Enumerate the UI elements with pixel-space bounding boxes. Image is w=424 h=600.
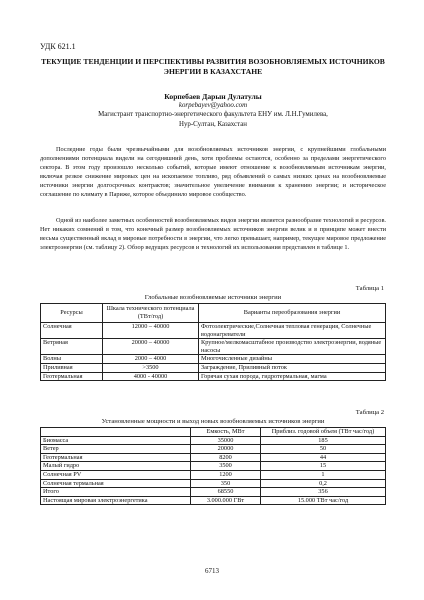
table-cell: Биомасса [41,436,191,445]
table-cell: >3500 [103,363,199,372]
table-cell: 12000 – 40000 [103,323,199,339]
table-header-cell: Шкала технического потенциала (ТВт/год) [103,304,199,323]
table-row [41,323,386,339]
table-header-cell: Емкость, МВт [191,428,261,437]
table-cell: Солнечная термальная [41,479,191,488]
table-cell: 1200 [191,470,261,479]
affiliation-line-1: Магистрант транспортно-энергетического факультета ЕНУ им. Л.Н.Гумилева, [98,111,328,118]
table-cell: Геотермальная [41,372,103,381]
table-cell: 8200 [191,453,261,462]
table-cell: 20000 – 40000 [103,339,199,355]
table-cell: 50 [261,445,386,454]
table-cell: 3500 [191,462,261,471]
table-2 [40,427,386,505]
table-header-row [41,428,386,437]
table-cell: Многочисленные дизайны [199,355,386,364]
affiliation-line-2: Нур-Султан, Казахстан [179,121,247,128]
table-2-label: Таблица 2 [355,409,384,416]
table-header-cell [41,428,191,437]
paper-title: ТЕКУЩИЕ ТЕНДЕНЦИИ И ПЕРСПЕКТИВЫ РАЗВИТИЯ ВОЗОБНОВЛЯЕМЫХ ИСТОЧНИКОВ ЭНЕРГИИ В КАЗАХСТАНЕ [41,57,385,76]
table-1-caption: Глобальные возобновляемые источники энергии [144,294,282,301]
table-cell: 356 [261,488,386,497]
table-header-cell: Ресурсы [41,304,103,323]
table-row [41,339,386,355]
table-cell: 44 [261,453,386,462]
table-cell: Фотоэлектрические,Солнечная тепловая генерация, Солнечные водонагреватели [199,323,386,339]
table-cell: 1 [261,470,386,479]
table-cell: Приливная [41,363,103,372]
table-cell: 4000 - 40000 [103,372,199,381]
table-row [41,445,386,454]
table-1-label: Таблица 1 [355,285,384,292]
table-cell: 3.000.000 ГВт [191,496,261,505]
table-cell: 15 [261,462,386,471]
table-cell: Итого [41,488,191,497]
table-cell: Ветер [41,445,191,454]
table-row [41,355,386,364]
table-row [41,479,386,488]
table-row [41,488,386,497]
table-cell: Заграждение, Приливный поток [199,363,386,372]
table-cell: Волны [41,355,103,364]
table-header-cell: Приблиз. годовой объем (ТВт час/год) [261,428,386,437]
table-cell: Малый гидро [41,462,191,471]
table-cell: Ветряная [41,339,103,355]
table-row [41,462,386,471]
table-cell: 2000 – 4000 [103,355,199,364]
author-email: korpebayev@yahoo.com [178,102,248,109]
table-2-caption: Установленные мощности и выход новых возобновляемых источников энергии [101,418,325,425]
table-row [41,363,386,372]
udk-code: УДК 621.1 [40,42,76,51]
table-row [41,470,386,479]
table-cell: 350 [191,479,261,488]
table-header-row [41,304,386,323]
table-cell: 15.000 ТВт час/год [261,496,386,505]
table-row [41,496,386,505]
table-header-cell: Варианты переобразования энергии [199,304,386,323]
paragraph-1: Последние годы были чрезвычайными для возобновляемых источников энергии, с крупнейшими глобальными дополнениями потенциала видели на сегодняшний день, хотя проблемы остаются, особенно за пределами энергетического сектора. В этом году произошло несколько событий, которые имеют отношение к возобновляемым источникам энергии, включая резкое снижение мировых цен на ископаемое топливо, ряд объявлений о самых низких ценах на возобновляемые источники энергии долгосрочных контрактов; значительное увеличение внимания к хранению энергии; и историческое соглашение по климату в Париже, которое объединило мировое сообщество. [40,146,386,198]
table-cell: Горячая сухая порода, гидротермальная, магма [199,372,386,381]
table-cell: Настоящая мировая электроэнергетика [41,496,191,505]
table-cell: 35000 [191,436,261,445]
page-number: 6713 [205,567,219,575]
table-cell: Крупное/мелкомасштабное производство электроэнергии, водяные насосы [199,339,386,355]
table-cell: Солнечная PV [41,470,191,479]
table-cell: Геотермальная [41,453,191,462]
paragraph-2: Одной из наиболее заметных особенностей возобновляемых видов энергии является разнообразие технологий и ресурсов. Нет никаких сомнений в том, что конечный размер возобновляемых источников энергии велик и в принципе может внести весьма существенный вклад в мировые потребности в энергии, что легко превышает, например, текущее мировое предложение электроэнергии (см. таблицу 2). Обзор ведущих ресурсов и технологий их использования представлен в таблице 1. [40,217,386,251]
table-1 [40,303,386,381]
table-row [41,372,386,381]
author-name: Корпебаев Дарын Дулатулы [164,92,262,101]
table-row [41,453,386,462]
table-cell: 185 [261,436,386,445]
table-cell: 20000 [191,445,261,454]
table-row [41,436,386,445]
table-cell: 0,2 [261,479,386,488]
table-cell: Солнечная [41,323,103,339]
table-cell: 68550 [191,488,261,497]
